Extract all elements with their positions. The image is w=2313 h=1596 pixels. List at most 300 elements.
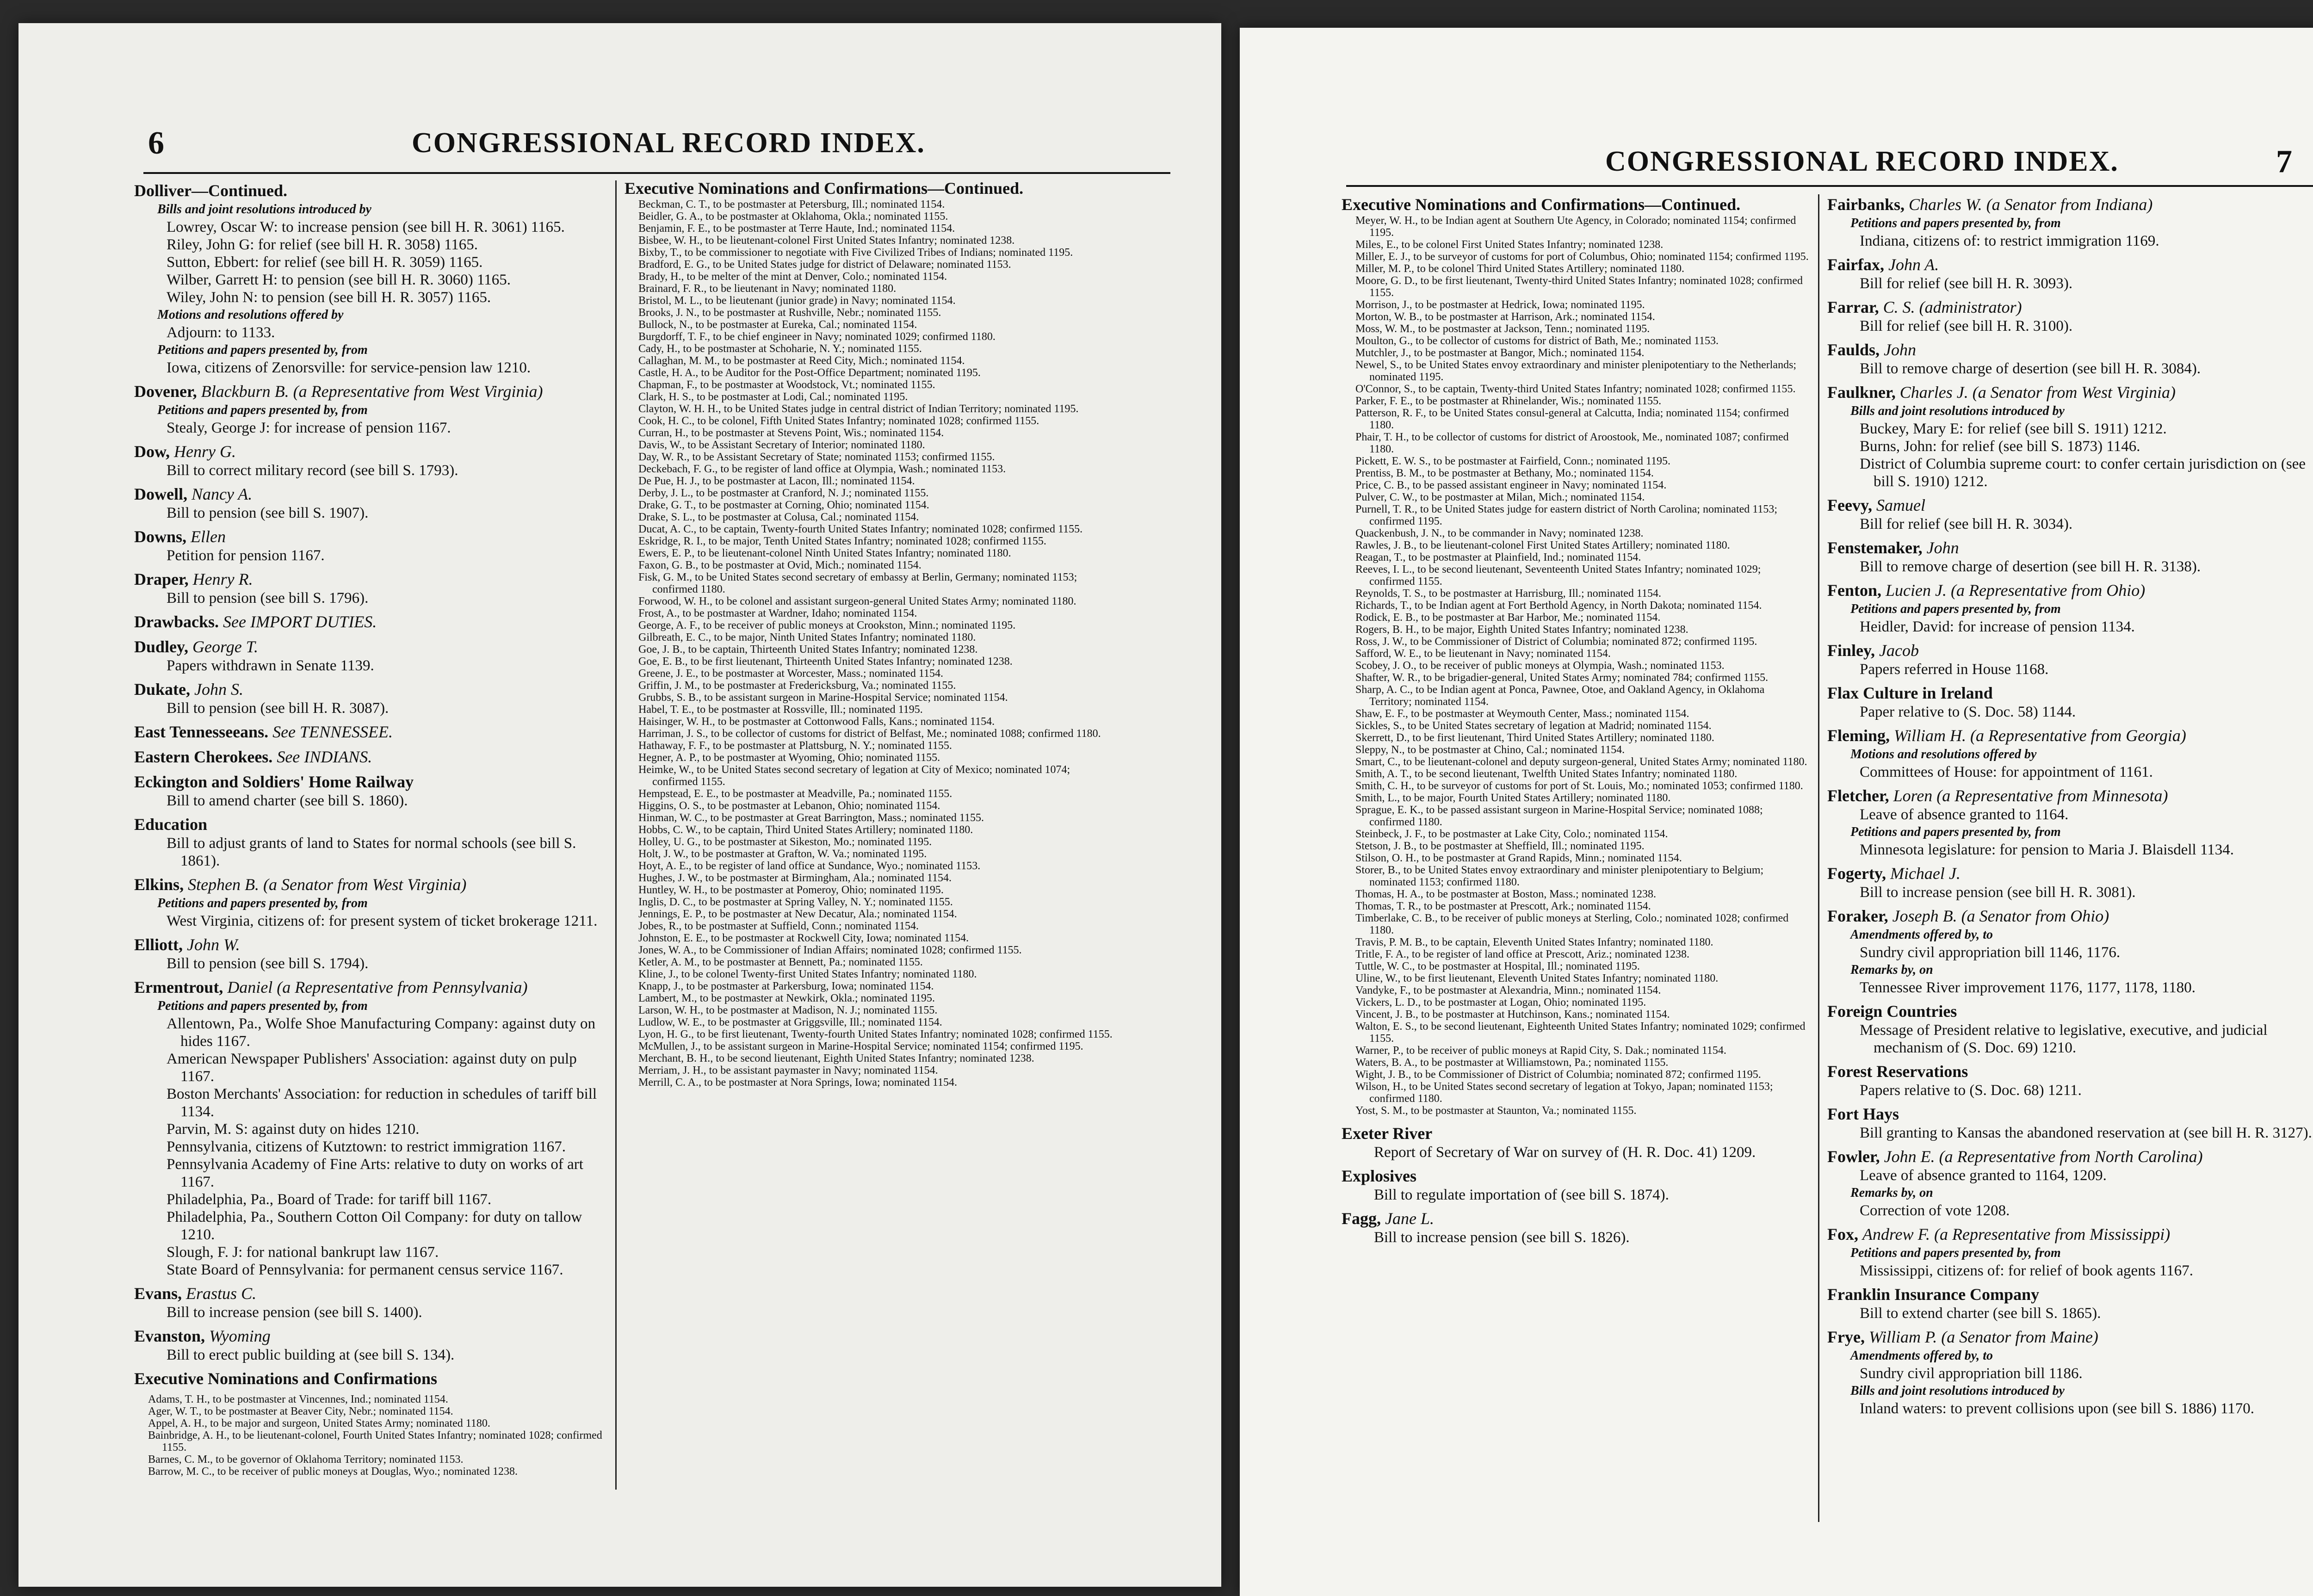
entry-heading	[1827, 1001, 2313, 1021]
entry-name: Executive Nominations and Confirmations	[134, 1369, 438, 1388]
index-entry	[1827, 194, 2313, 250]
entry-name: Drawbacks.	[134, 612, 219, 631]
nomination-line: Huntley, W. H., to be postmaster at Pomeroy, Ohio; nominated 1195.	[638, 884, 944, 896]
index-entry	[134, 441, 606, 479]
entry-heading	[1827, 725, 2313, 746]
page-number-left: 6	[148, 125, 165, 161]
entry-item: Pennsylvania, citizens of Kutztown: to restrict immigration 1167.	[167, 1138, 566, 1155]
nomination-line: Tuttle, W. C., to be postmaster at Hospital, Ill.; nominated 1195.	[1355, 960, 1640, 972]
entry-item: Indiana, citizens of: to restrict immigration 1169.	[1860, 233, 2159, 249]
entry-item: Bill to pension (see bill S. 1796).	[167, 590, 369, 606]
nomination-line: Morrison, J., to be postmaster at Hedrick, Iowa; nominated 1195.	[1355, 299, 1645, 311]
nomination-line: Reeves, I. L., to be second lieutenant, Seventeenth United States Infantry; nominated 1029; confirmed 1155.	[1355, 563, 1761, 588]
entry-description: C. S. (administrator)	[1883, 298, 2022, 316]
nomination-line: George, A. F., to be receiver of public moneys at Crookston, Minn.; nominated 1195.	[638, 619, 1016, 631]
entry-item: State Board of Pennsylvania: for permanent census service 1167.	[167, 1262, 563, 1278]
nomination-line: Johnston, E. E., to be postmaster at Rockwell City, Iowa; nominated 1154.	[638, 932, 969, 944]
entry-name: Education	[134, 815, 208, 834]
index-entry	[1827, 725, 2313, 781]
nomination-line: Ross, J. W., to be Commissioner of District of Columbia; nominated 872; confirmed 1195.	[1355, 636, 1757, 648]
entry-item: Bill for relief (see bill H. R. 3093).	[1860, 275, 2073, 292]
entry-description: Michael J.	[1890, 864, 1960, 883]
entry-heading	[134, 637, 606, 657]
nomination-line: Newel, S., to be United States envoy extraordinary and minister plenipotentiary to the Netherlands; nominated 1195.	[1355, 359, 1797, 383]
nomination-line: Clayton, W. H. H., to be United States judge in central district of Indian Territory; nominated 1195.	[638, 403, 1079, 415]
entry-item: Bill to pension (see bill H. R. 3087).	[167, 700, 389, 717]
entry-item: Bill to regulate importation of (see bill S. 1874).	[1374, 1187, 1669, 1203]
nomination-line: Vickers, L. D., to be postmaster at Logan, Ohio; nominated 1195.	[1355, 996, 1646, 1008]
entry-name: Fairfax,	[1827, 255, 1884, 274]
entry-heading	[1827, 906, 2313, 926]
entry-item: Report of Secretary of War on survey of (H. R. Doc. 41) 1209.	[1374, 1144, 1756, 1161]
entry-description: Jane L.	[1385, 1209, 1434, 1228]
nomination-line: Sleppy, N., to be postmaster at Chino, Cal.; nominated 1154.	[1355, 744, 1625, 756]
entry-heading	[1827, 1146, 2313, 1167]
entry-name: Fenstemaker,	[1827, 538, 1923, 557]
index-entry	[1827, 297, 2313, 335]
nomination-line: Jones, W. A., to be Commissioner of Indian Affairs; nominated 1028; confirmed 1155.	[638, 944, 1022, 956]
right-page	[1240, 28, 2313, 1596]
entry-item: Sutton, Ebbert: for relief (see bill H. R. 3059) 1165.	[167, 254, 483, 271]
nomination-line: Ager, W. T., to be postmaster at Beaver City, Nebr.; nominated 1154.	[148, 1405, 453, 1417]
entry-subheading: Remarks by, on	[1850, 963, 1933, 977]
entry-item: Burns, John: for relief (see bill S. 1873) 1146.	[1860, 438, 2140, 455]
nomination-line: Timberlake, C. B., to be receiver of public moneys at Sterling, Colo.; nominated 1028; confirmed 1180.	[1355, 912, 1789, 936]
nomination-line: Deckebach, F. G., to be register of land office at Olympia, Wash.; nominated 1153.	[638, 463, 1006, 475]
entry-description: John W.	[187, 935, 240, 954]
entry-description: Blackburn B. (a Representative from West Virginia)	[201, 382, 543, 401]
index-entry	[134, 977, 606, 1279]
entry-item: Parvin, M. S: against duty on hides 1210.	[167, 1121, 420, 1138]
nomination-line: Yost, S. M., to be postmaster at Staunton, Va.; nominated 1155.	[1355, 1105, 1637, 1117]
entry-subheading: Petitions and papers presented by, from	[157, 343, 368, 357]
nomination-line: Heimke, W., to be United States second secretary of legation at City of Mexico; nominated 1074; confirmed 1155.	[638, 764, 1070, 788]
entry-item: Allentown, Pa., Wolfe Shoe Manufacturing Company: against duty on hides 1167.	[167, 1015, 596, 1050]
running-head-right	[1240, 143, 2313, 185]
entry-item: Bill to pension (see bill S. 1907).	[167, 505, 369, 521]
entry-heading	[1827, 194, 2313, 215]
entry-description: Henry R.	[192, 570, 253, 588]
nomination-line: Meyer, W. H., to be Indian agent at Southern Ute Agency, in Colorado; nominated 1154; confirmed 1195.	[1355, 215, 1796, 239]
entry-name: Explosives	[1342, 1167, 1417, 1185]
entry-heading	[134, 1368, 606, 1389]
column-divider-left	[615, 180, 617, 1490]
nomination-line: Stetson, J. B., to be postmaster at Sheffield, Ill.; nominated 1195.	[1355, 840, 1645, 852]
nomination-line: Eskridge, R. I., to be major, Tenth United States Infantry; nominated 1028; confirmed 1155.	[638, 535, 1046, 547]
entry-heading	[134, 977, 606, 997]
nomination-line: Griffin, J. M., to be postmaster at Fredericksburg, Va.; nominated 1155.	[638, 680, 956, 692]
nomination-line: Brainard, F. R., to be lieutenant in Navy; nominated 1180.	[638, 283, 897, 295]
index-entry	[1827, 786, 2313, 859]
nomination-line: Forwood, W. H., to be colonel and assistant surgeon-general United States Army; nominated 1180.	[638, 595, 1076, 607]
spacer	[1342, 1117, 1809, 1123]
nomination-line: Smith, L., to be major, Fourth United States Artillery; nominated 1180.	[1355, 792, 1671, 804]
nomination-line: Faxon, G. B., to be postmaster at Ovid, Mich.; nominated 1154.	[638, 559, 921, 571]
entry-item: Bill to increase pension (see bill S. 1826).	[1374, 1229, 1630, 1246]
entry-item: Heidler, David: for increase of pension 1134.	[1860, 619, 2135, 635]
entry-description: William H. (a Representative from Georgia)	[1893, 726, 2186, 745]
nomination-line: Ducat, A. C., to be captain, Twenty-fourth United States Infantry; nominated 1028; confirmed 1155.	[638, 523, 1083, 535]
entry-name: Dukate,	[134, 680, 191, 699]
nomination-line: Kline, J., to be colonel Twenty-first United States Infantry; nominated 1180.	[638, 968, 977, 980]
entry-subheading: Petitions and papers presented by, from	[1850, 825, 2061, 839]
entry-item: Papers withdrawn in Senate 1139.	[167, 657, 374, 674]
nomination-line: Miles, E., to be colonel First United States Infantry; nominated 1238.	[1355, 239, 1664, 251]
nomination-line: Holt, J. W., to be postmaster at Grafton, W. Va.; nominated 1195.	[638, 848, 927, 860]
entry-item: Leave of absence granted to 1164, 1209.	[1860, 1167, 2107, 1184]
nomination-line: Parker, F. E., to be postmaster at Rhinelander, Wis.; nominated 1155.	[1355, 395, 1662, 407]
entry-subheading: Motions and resolutions offered by	[157, 308, 344, 322]
index-entry	[1827, 683, 2313, 721]
entry-description: Ellen	[191, 527, 226, 546]
index-entry	[1827, 1061, 2313, 1099]
nomination-line: Wight, J. B., to be Commissioner of District of Columbia; nominated 872; confirmed 1195.	[1355, 1069, 1761, 1081]
entry-heading	[134, 747, 606, 767]
nomination-line: Miller, M. P., to be colonel Third United States Artillery; nominated 1180.	[1355, 263, 1684, 275]
nomination-line: Castle, H. A., to be Auditor for the Post-Office Department; nominated 1195.	[638, 367, 981, 379]
nomination-line: Walton, E. S., to be second lieutenant, Eighteenth United States Infantry; nominated 1029; confirmed 1155.	[1355, 1021, 1806, 1045]
index-entry	[1827, 254, 2313, 292]
entry-name: Fletcher,	[1827, 786, 1889, 805]
entry-name: Fairbanks,	[1827, 195, 1905, 214]
entry-heading	[1827, 1061, 2313, 1082]
nomination-line: Greene, J. E., to be postmaster at Worcester, Mass.; nominated 1154.	[638, 668, 943, 680]
entry-heading	[1342, 1166, 1809, 1186]
continued-heading: Executive Nominations and Confirmations—Continued.	[1342, 195, 1741, 214]
nomination-line: Bisbee, W. H., to be lieutenant-colonel First United States Infantry; nominated 1238.	[638, 235, 1015, 247]
nomination-line: Smart, C., to be lieutenant-colonel and deputy surgeon-general, United States Army; nominated 1180.	[1355, 756, 1807, 768]
left-page	[19, 23, 1221, 1587]
running-head-left	[19, 125, 1221, 167]
nomination-line: Moore, G. D., to be first lieutenant, Twenty-third United States Infantry; nominated 1028; confirmed 1155.	[1355, 275, 1803, 299]
nomination-line: Habel, T. E., to be postmaster at Rossville, Ill.; nominated 1195.	[638, 704, 923, 716]
nomination-line: Bradford, E. G., to be United States judge for district of Delaware; nominated 1153.	[638, 259, 1011, 271]
nomination-line: Davis, W., to be Assistant Secretary of Interior; nominated 1180.	[638, 439, 925, 451]
index-entry	[1827, 1146, 2313, 1219]
entry-item: Bill to increase pension (see bill H. R. 3081).	[1860, 884, 2136, 901]
entry-name: Foraker,	[1827, 907, 1888, 925]
nomination-line: Thomas, H. A., to be postmaster at Boston, Mass.; nominated 1238.	[1355, 888, 1656, 900]
entry-description: William P. (a Senator from Maine)	[1868, 1328, 2098, 1346]
nomination-line: Higgins, O. S., to be postmaster at Lebanon, Ohio; nominated 1154.	[638, 800, 940, 812]
entry-subheading: Motions and resolutions offered by	[1850, 747, 2037, 761]
entry-name: Fowler,	[1827, 1147, 1880, 1166]
nomination-line: Tritle, F. A., to be register of land office at Prescott, Ariz.; nominated 1238.	[1355, 948, 1689, 960]
entry-subheading: Bills and joint resolutions introduced by	[157, 202, 371, 217]
entry-name: Dowell,	[134, 485, 187, 503]
page-title-right: CONGRESSIONAL RECORD INDEX.	[1605, 146, 2119, 177]
entry-description: Stephen B. (a Senator from West Virginia)	[188, 875, 467, 894]
nomination-line: Inglis, D. C., to be postmaster at Spring Valley, N. Y.; nominated 1155.	[638, 896, 953, 908]
header-rule-left	[143, 172, 1170, 174]
nomination-line: Larson, W. H., to be postmaster at Madison, N. J.; nominated 1155.	[638, 1004, 938, 1016]
nomination-line: Merchant, B. H., to be second lieutenant, Eighth United States Infantry; nominated 1238.	[638, 1052, 1034, 1064]
entry-subheading: Petitions and papers presented by, from	[157, 999, 368, 1013]
entry-subheading: Petitions and papers presented by, from	[157, 896, 368, 910]
entry-item: Bill to remove charge of desertion (see bill H. R. 3138).	[1860, 558, 2201, 575]
entry-heading	[1827, 495, 2313, 515]
entry-name: Dovener,	[134, 382, 197, 401]
nomination-line: Goe, J. B., to be captain, Thirteenth United States Infantry; nominated 1238.	[638, 643, 978, 656]
index-entry	[134, 772, 606, 810]
entry-item: Stealy, George J: for increase of pension 1167.	[167, 420, 451, 436]
entry-heading	[1827, 340, 2313, 360]
index-entry	[134, 484, 606, 522]
nomination-line: Wilson, H., to be United States second secretary of legation at Tokyo, Japan; nominated 1153; confirmed 1180.	[1355, 1081, 1773, 1105]
entry-item: Bill granting to Kansas the abandoned reservation at (see bill H. R. 3127).	[1860, 1125, 2312, 1141]
entry-heading	[134, 874, 606, 895]
entry-heading	[1342, 1123, 1809, 1144]
index-entry	[1827, 340, 2313, 377]
entry-heading	[1827, 538, 2313, 558]
entry-subheading: Amendments offered by, to	[1850, 1349, 1993, 1363]
nomination-line: Drake, S. L., to be postmaster at Colusa, Cal.; nominated 1154.	[638, 511, 919, 523]
nomination-line: Frost, A., to be postmaster at Wardner, Idaho; nominated 1154.	[638, 607, 917, 619]
entry-item: Bill to remove charge of desertion (see bill H. R. 3084).	[1860, 360, 2201, 377]
nomination-line: Jennings, E. P., to be postmaster at New Decatur, Ala.; nominated 1154.	[638, 908, 957, 920]
left-column-1	[134, 180, 606, 1508]
nomination-line: Derby, J. L., to be postmaster at Cranford, N. J.; nominated 1155.	[638, 487, 929, 499]
entry-heading	[1827, 254, 2313, 275]
nomination-line: De Pue, H. J., to be postmaster at Lacon, Ill.; nominated 1154.	[638, 475, 915, 487]
entry-item: Philadelphia, Pa., Southern Cotton Oil Company: for duty on tallow 1210.	[167, 1209, 582, 1243]
entry-name: Faulkner,	[1827, 383, 1896, 402]
entry-heading	[134, 381, 606, 402]
entry-item: Slough, F. J: for national bankrupt law 1167.	[167, 1244, 439, 1261]
nomination-line: Merriam, J. H., to be assistant paymaster in Navy; nominated 1154.	[638, 1064, 938, 1076]
entry-heading	[1342, 1208, 1809, 1229]
entry-item: Bill to erect public building at (see bill S. 134).	[167, 1347, 455, 1363]
entry-heading	[134, 526, 606, 547]
nomination-line: Shaw, E. F., to be postmaster at Weymouth Center, Mass.; nominated 1154.	[1355, 708, 1689, 720]
nomination-line: Lyon, H. G., to be first lieutenant, Twenty-fourth United States Infantry; nominated 1028; confirmed 1155.	[638, 1028, 1113, 1040]
entry-heading	[134, 772, 606, 792]
entry-description: See INDIANS.	[277, 748, 372, 766]
entry-name: Downs,	[134, 527, 187, 546]
nomination-line: Merrill, C. A., to be postmaster at Nora Springs, Iowa; nominated 1154.	[638, 1076, 958, 1089]
nomination-line: Chapman, F., to be postmaster at Woodstock, Vt.; nominated 1155.	[638, 379, 935, 391]
entry-name: Evanston,	[134, 1327, 205, 1345]
entry-heading	[1827, 580, 2313, 600]
entry-heading	[1827, 1224, 2313, 1244]
entry-item: District of Columbia supreme court: to confer certain jurisdiction on (see bill S. 1910) 1212.	[1860, 456, 2306, 490]
entry-item: Philadelphia, Pa., Board of Trade: for tariff bill 1167.	[167, 1191, 492, 1208]
nomination-line: Cady, H., to be postmaster at Schoharie, N. Y.; nominated 1155.	[638, 343, 922, 355]
index-entry	[134, 637, 606, 674]
nomination-line: Moss, W. M., to be postmaster at Jackson, Tenn.; nominated 1195.	[1355, 323, 1650, 335]
entry-item: Boston Merchants' Association: for reduction in schedules of tariff bill 1134.	[167, 1086, 597, 1120]
entry-name: Fogerty,	[1827, 864, 1886, 883]
entry-item: Committees of House: for appointment of 1161.	[1860, 764, 2153, 780]
nomination-line: Benjamin, F. E., to be postmaster at Terre Haute, Ind.; nominated 1154.	[638, 223, 955, 235]
right-column-2	[1827, 194, 2313, 1527]
entry-item: American Newspaper Publishers' Association: against duty on pulp 1167.	[167, 1051, 577, 1085]
index-entry	[134, 722, 606, 742]
nomination-line: Smith, C. H., to be surveyor of customs for port of St. Louis, Mo.; nominated 1053; confirmed 1180.	[1355, 780, 1803, 792]
nomination-line: Richards, T., to be Indian agent at Fort Berthold Agency, in North Dakota; nominated 1154.	[1355, 600, 1762, 612]
nomination-line: Waters, B. A., to be postmaster at Williamstown, Pa.; nominated 1155.	[1355, 1057, 1669, 1069]
nomination-line: Burgdorff, T. F., to be chief engineer in Navy; nominated 1029; confirmed 1180.	[638, 331, 996, 343]
nomination-line: Gilbreath, E. C., to be major, Ninth United States Infantry; nominated 1180.	[638, 631, 976, 643]
entry-heading	[134, 1283, 606, 1304]
nomination-line: Quackenbush, J. N., to be commander in Navy; nominated 1238.	[1355, 527, 1644, 539]
nomination-line: Vandyke, F., to be postmaster at Alexandria, Minn.; nominated 1154.	[1355, 984, 1661, 996]
entry-description: Lucien J. (a Representative from Ohio)	[1886, 581, 2146, 600]
entry-subheading: Remarks by, on	[1850, 1186, 1933, 1200]
entry-item: Bill to pension (see bill S. 1794).	[167, 955, 369, 972]
entry-item: Bill for relief (see bill H. R. 3034).	[1860, 516, 2073, 532]
nomination-line: O'Connor, S., to be captain, Twenty-third United States Infantry; nominated 1028; confirmed 1155.	[1355, 383, 1796, 395]
nomination-line: Rogers, B. H., to be major, Eighth United States Infantry; nominated 1238.	[1355, 624, 1688, 636]
index-entry	[134, 1368, 606, 1389]
nomination-line: Vincent, J. B., to be postmaster at Hutchinson, Kans.; nominated 1154.	[1355, 1008, 1670, 1021]
index-entry	[134, 1326, 606, 1364]
entry-name: Elliott,	[134, 935, 183, 954]
index-entry	[1342, 1166, 1809, 1204]
nomination-line: Bullock, N., to be postmaster at Eureka, Cal.; nominated 1154.	[638, 319, 917, 331]
nomination-line: Beidler, G. A., to be postmaster at Oklahoma, Okla.; nominated 1155.	[638, 210, 948, 223]
entry-name: Flax Culture in Ireland	[1827, 684, 1993, 702]
entry-name: Dudley,	[134, 637, 189, 656]
entry-heading	[134, 934, 606, 955]
nomination-line: Goe, E. B., to be first lieutenant, Thirteenth United States Infantry; nominated 1238.	[638, 656, 1013, 668]
nomination-line: Hinman, W. C., to be postmaster at Great Barrington, Mass.; nominated 1155.	[638, 812, 984, 824]
entry-item: Papers referred in House 1168.	[1860, 661, 2049, 678]
nomination-line: Lambert, M., to be postmaster at Newkirk, Okla.; nominated 1195.	[638, 992, 935, 1004]
entry-subheading: Petitions and papers presented by, from	[1850, 602, 2061, 616]
nomination-line: Beckman, C. T., to be postmaster at Petersburg, Ill.; nominated 1154.	[638, 198, 945, 210]
nomination-line: Sharp, A. C., to be Indian agent at Ponca, Pawnee, Otoe, and Oakland Agency, in Oklahoma Territory; nominated 1154.	[1355, 684, 1765, 708]
index-entry	[134, 180, 606, 377]
nomination-line: Brady, H., to be melter of the mint at Denver, Colo.; nominated 1154.	[638, 271, 947, 283]
entry-heading	[134, 679, 606, 699]
entry-item: Wilber, Garrett H: to pension (see bill H. R. 3060) 1165.	[167, 272, 511, 288]
index-entry	[1342, 1123, 1809, 1161]
entry-item: Bill for relief (see bill H. R. 3100).	[1860, 318, 2073, 334]
nomination-line: Hathaway, F. F., to be postmaster at Plattsburg, N. Y.; nominated 1155.	[638, 740, 952, 752]
entry-name: Dolliver—Continued.	[134, 181, 288, 200]
entry-heading	[1827, 863, 2313, 884]
entry-item: Tennessee River improvement 1176, 1177, 1178, 1180.	[1860, 979, 2195, 996]
index-entry	[1827, 1104, 2313, 1142]
index-entry	[1827, 863, 2313, 901]
entry-item: Iowa, citizens of Zenorsville: for service-pension law 1210.	[167, 359, 531, 376]
entry-item: Pennsylvania Academy of Fine Arts: relative to duty on works of art 1167.	[167, 1156, 583, 1190]
entry-subheading: Bills and joint resolutions introduced by	[1850, 1384, 2065, 1398]
page-title-left: CONGRESSIONAL RECORD INDEX.	[412, 127, 925, 159]
nomination-line: Adams, T. H., to be postmaster at Vincennes, Ind.; nominated 1154.	[148, 1393, 448, 1405]
entry-subheading: Bills and joint resolutions introduced by	[1850, 404, 2065, 418]
entry-subheading: Amendments offered by, to	[1850, 928, 1993, 942]
entry-name: Draper,	[134, 570, 189, 588]
index-entry	[1827, 382, 2313, 490]
entry-subheading: Petitions and papers presented by, from	[1850, 1246, 2061, 1260]
entry-item: Bill to correct military record (see bill S. 1793).	[167, 462, 458, 479]
nomination-line: Sickles, S., to be United States secretary of legation at Madrid; nominated 1154.	[1355, 720, 1712, 732]
entry-heading	[1827, 786, 2313, 806]
nomination-line: Safford, W. E., to be lieutenant in Navy; nominated 1154.	[1355, 648, 1611, 660]
entry-name: Fleming,	[1827, 726, 1890, 745]
entry-subheading: Petitions and papers presented by, from	[1850, 216, 2061, 230]
nomination-line: Stilson, O. H., to be postmaster at Grand Rapids, Minn.; nominated 1154.	[1355, 852, 1682, 864]
nomination-line: Shafter, W. R., to be brigadier-general, United States Army; nominated 784; confirmed 1155.	[1355, 672, 1769, 684]
nomination-line: Clark, H. S., to be postmaster at Lodi, Cal.; nominated 1195.	[638, 391, 908, 403]
entry-name: Dow,	[134, 442, 170, 461]
entry-item: Bill to adjust grants of land to States for normal schools (see bill S. 1861).	[167, 835, 576, 869]
entry-item: Message of President relative to legislative, executive, and judicial mechanism of (S. Doc. 69) 1210.	[1860, 1022, 2268, 1056]
nomination-line: Barnes, C. M., to be governor of Oklahoma Territory; nominated 1153.	[148, 1454, 464, 1466]
nomination-line: Warner, P., to be receiver of public moneys at Rapid City, S. Dak.; nominated 1154.	[1355, 1045, 1726, 1057]
nomination-line: Bainbridge, A. H., to be lieutenant-colonel, Fourth United States Infantry; nominated 1028; confirmed 1155.	[148, 1429, 602, 1454]
entry-name: Exeter River	[1342, 1124, 1433, 1143]
entry-heading	[1827, 297, 2313, 317]
nomination-line: Miller, E. J., to be surveyor of customs for port of Columbus, Ohio; nominated 1154; confirmed 1195.	[1355, 251, 1809, 263]
entry-heading	[134, 814, 606, 835]
nomination-line: McMullen, J., to be assistant surgeon in Marine-Hospital Service; nominated 1154; confirmed 1195.	[638, 1040, 1083, 1052]
nomination-line: Haisinger, W. H., to be postmaster at Cottonwood Falls, Kans.; nominated 1154.	[638, 716, 995, 728]
entry-description: Wyoming	[209, 1327, 271, 1345]
nomination-line: Ketler, A. M., to be postmaster at Bennett, Pa.; nominated 1155.	[638, 956, 923, 968]
entry-description: Andrew F. (a Representative from Mississippi)	[1862, 1225, 2171, 1243]
nomination-line: Holley, U. G., to be postmaster at Sikeston, Mo.; nominated 1195.	[638, 836, 932, 848]
index-entry	[134, 934, 606, 972]
entry-description: Joseph B. (a Senator from Ohio)	[1892, 907, 2109, 925]
nomination-line: Grubbs, S. B., to be assistant surgeon in Marine-Hospital Service; nominated 1154.	[638, 692, 1008, 704]
entry-description: Nancy A.	[191, 485, 253, 503]
nomination-line: Moulton, G., to be collector of customs for district of Bath, Me.; nominated 1153.	[1355, 335, 1719, 347]
entry-description: Charles J. (a Senator from West Virginia)	[1899, 383, 2176, 402]
entry-heading	[134, 484, 606, 504]
index-entry	[134, 612, 606, 632]
right-column-1	[1342, 194, 1809, 1527]
entry-name: Feevy,	[1827, 496, 1872, 514]
entry-heading	[1827, 1104, 2313, 1124]
index-entry	[1342, 1208, 1809, 1246]
nomination-line: Brooks, J. N., to be postmaster at Rushville, Nebr.; nominated 1155.	[638, 307, 941, 319]
index-entry	[134, 526, 606, 564]
entry-name: Evans,	[134, 1284, 182, 1303]
nomination-line: Scobey, J. O., to be receiver of public moneys at Olympia, Wash.; nominated 1153.	[1355, 660, 1725, 672]
entry-item: Lowrey, Oscar W: to increase pension (see bill H. R. 3061) 1165.	[167, 219, 565, 235]
index-entry	[1827, 640, 2313, 678]
entry-description: John	[1884, 340, 1917, 359]
entry-description: Loren (a Representative from Minnesota)	[1893, 786, 2168, 805]
nomination-line: Jobes, R., to be postmaster at Suffield, Conn.; nominated 1154.	[638, 920, 919, 932]
nomination-line: Morton, W. B., to be postmaster at Harrison, Ark.; nominated 1154.	[1355, 311, 1655, 323]
nomination-line: Bristol, M. L., to be lieutenant (junior grade) in Navy; nominated 1154.	[638, 295, 956, 307]
entry-item: Inland waters: to prevent collisions upon (see bill S. 1886) 1170.	[1860, 1400, 2254, 1417]
entry-heading	[1827, 683, 2313, 703]
nomination-line: Travis, P. M. B., to be captain, Eleventh United States Infantry; nominated 1180.	[1355, 936, 1713, 948]
index-entry	[134, 569, 606, 607]
entry-heading	[1827, 382, 2313, 402]
nomination-line: Storer, B., to be United States envoy extraordinary and minister plenipotentiary to Belgium; nominated 1153; confirmed 1180.	[1355, 864, 1764, 888]
nomination-line: Curran, H., to be postmaster at Stevens Point, Wis.; nominated 1154.	[638, 427, 944, 439]
entry-heading	[134, 180, 606, 201]
entry-name: Faulds,	[1827, 340, 1880, 359]
nomination-line: Purnell, T. R., to be United States judge for eastern district of North Carolina; nominated 1153; confirmed 1195.	[1355, 503, 1778, 527]
entry-item: West Virginia, citizens of: for present system of ticket brokerage 1211.	[167, 913, 598, 929]
entry-item: Paper relative to (S. Doc. 58) 1144.	[1860, 704, 2076, 720]
index-entry	[1827, 1001, 2313, 1057]
nomination-line: Thomas, T. R., to be postmaster at Prescott, Ark.; nominated 1154.	[1355, 900, 1651, 912]
index-entry	[1827, 906, 2313, 996]
entry-description: John S.	[194, 680, 243, 699]
nomination-line: Hughes, J. W., to be postmaster at Birmingham, Ala.; nominated 1154.	[638, 872, 952, 884]
entry-item: Papers relative to (S. Doc. 68) 1211.	[1860, 1082, 2082, 1099]
entry-description: See IMPORT DUTIES.	[223, 612, 377, 631]
nomination-line: Harriman, J. S., to be collector of customs for district of Belfast, Me.; nominated 1088; confirmed 1180.	[638, 728, 1101, 740]
